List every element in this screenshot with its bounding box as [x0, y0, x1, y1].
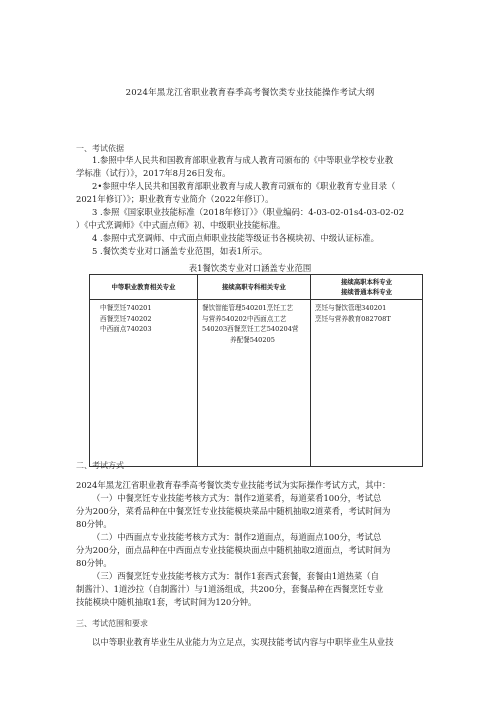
table-cell-line: 540203西餐烹饪工艺540204营: [202, 325, 299, 333]
table-cell-line: 餐饮智能管理540201烹饪工艺: [202, 304, 294, 312]
scope-line: 以中等职业教育毕业生从业能力为立足点，实现技能考试内容与中职毕业生从业技: [92, 637, 394, 647]
table-header-vocational-bachelor: 接续高职本科专业: [340, 277, 393, 286]
document-title: 2024年黑龙江省职业教育春季高考餐饮类专业技能操作考试大纲: [125, 88, 375, 98]
method-line: 技能模块中随机抽取1套，考试时间为120分钟。: [76, 597, 257, 607]
basis-item-2-line2: 2021年修订）》；职业教育专业简介（2022年修订）。: [76, 194, 274, 204]
basis-item-3-line1: 3 .参照《国家职业技能标准（2018年修订）》（职业编码：4-03-02-01s4-03-02-02: [92, 207, 405, 217]
table-cell-line: 西餐烹饪740202: [100, 314, 152, 323]
section-heading-basis: 一、考试依据: [76, 144, 124, 153]
method-line: 80分钟。: [76, 519, 112, 529]
basis-item-1-line1: 1.参照中华人民共和国教育部职业教育与成人教育司颁布的《中等职业学校专业教: [92, 155, 394, 165]
basis-item-3-line2: ）《中式烹调师》《中式面点师》初、中级职业技能标准。: [76, 220, 286, 230]
basis-item-5: 5 .餐饮类专业对口涵盖专业范围，如表1所示。: [92, 246, 268, 256]
table-cell-line: 与营养540202中西面点工艺: [202, 314, 287, 323]
table-header-vocational-college: 接续高职专科相关专业: [198, 275, 311, 300]
method-line: 80分钟。: [76, 558, 112, 568]
section-heading-method: 二、考试方式: [76, 461, 124, 470]
method-line: 分为200分，面点品种在中西面点专业技能模块面点中随机抽取2道面点，考试时间为: [76, 545, 391, 555]
major-coverage-table: [89, 274, 423, 467]
table-cell-line: 烹饪与营养教育082708T: [315, 314, 391, 323]
table-caption: 表1餐饮类专业对口涵盖专业范围: [188, 263, 312, 273]
table-cell-college-majors: [198, 300, 311, 467]
table-header-secondary: 中等职业教育相关专业: [90, 275, 198, 300]
method-line: 2024年黑龙江省职业教育春季高考餐饮类专业技能考试为实际操作考试方式，其中：: [76, 480, 391, 490]
table-header-bachelor: [311, 275, 423, 300]
table-cell-bachelor-majors: [311, 300, 423, 467]
basis-item-2-line1: 2•参照中华人民共和国教育部职业教育与成人教育司颁布的《职业教育专业目录（: [92, 181, 396, 191]
method-line: 分为200分，菜肴品种在中餐烹饪专业技能模块菜品中随机抽取2道菜肴，考试时间为: [76, 506, 391, 516]
basis-item-1-line2: 学标准（试行）》，2017年8月26日发布。: [76, 168, 231, 178]
table-cell-secondary-majors: [90, 300, 198, 467]
table-cell-line: 中西面点740203: [100, 325, 152, 333]
method-line: （二）中西面点专业技能考核方式为：制作2道面点，每道面点100分，考试总: [92, 532, 382, 542]
table-cell-line: 中餐烹饪740201: [100, 304, 152, 312]
table-header-general-bachelor: 接续普通本科专业: [340, 288, 393, 296]
method-line: （三）西餐烹饪专业技能考核方式为：制作1套西式套餐，套餐由1道热菜（自: [92, 571, 380, 581]
section-heading-scope: 三、考试范围和要求: [76, 619, 148, 628]
basis-item-4: 4 .参照中式烹调师、中式面点师职业技能等级证书各模块初、中级认证标准。: [92, 233, 380, 243]
method-line: （一）中餐烹饪专业技能考核方式为：制作2道菜肴，每道菜肴100分，考试总: [92, 493, 382, 503]
table-cell-line: 烹饪与餐饮管理340201: [315, 304, 387, 312]
method-line: 制酱汁）、1道沙拉（自制酱汁）与1道汤组成，共200分，套餐品种在西餐烹饪专业: [76, 584, 384, 594]
table-cell-line: 养配餐540205: [230, 335, 275, 344]
